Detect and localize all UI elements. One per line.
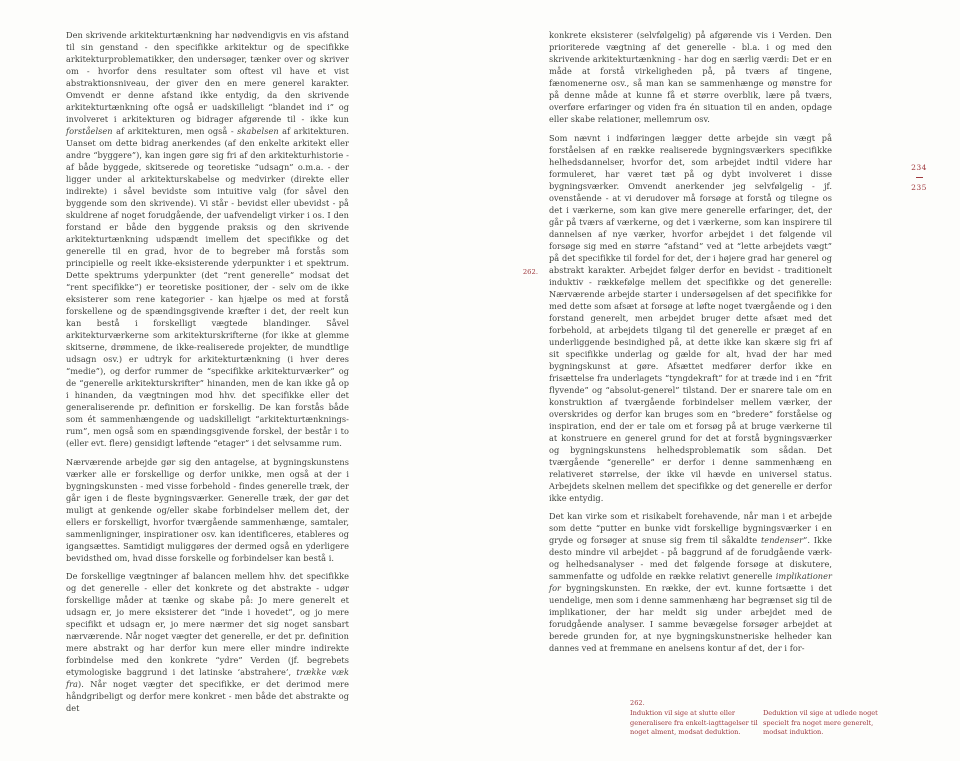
- text-segment: Det kan virke som et risikabelt forehavende, når man i et arbejde som dette “putter en bunke vidt forskellige bygningsværker i en gryde og forsøger at snuse sig frem til såkaldte: [549, 511, 832, 545]
- text-segment: ”. Ikke desto mindre vil arbejdet - på baggrund af de forudgående værk- og helhedsanalyser - med det følgende forsøge at diskutere, sammenfatte og udfolde en række relativt generelle: [549, 535, 832, 581]
- paragraph: [66, 570, 349, 714]
- margin-note-number: 262.: [522, 268, 538, 276]
- text-segment: konkrete eksisterer (selvfølgelig) på afgørende vis i Verden. Den prioriterede vægtning af det generelle - bl.a. i og med den skrivende arkitekturtænkning - har dog en særlig værdi: Det er en måde at forstå virkeligheden på, på tværs af tingene, fænomenerne osv., så man kan se sammenhænge og mønstre for på denne måde at kunne få et større overblik, lære på tværs, overføre erfaringer og viden fra én situation til en anden, opdage eller skabe relationer, mellemrum osv.: [549, 30, 832, 124]
- paragraph: [549, 29, 832, 125]
- right-page-text-column: [549, 29, 832, 654]
- folio-page-numbers: [904, 162, 934, 193]
- page-number-left: 234: [911, 163, 927, 172]
- text-segment: ). Når noget vægter det specifikke, er det derimod mere håndgribeligt og derfor mere konkret - men både det abstrakte og det: [66, 679, 349, 713]
- paragraph: [66, 456, 349, 564]
- left-page-text-column: [66, 29, 349, 714]
- italic-text-segment: forståelsen: [66, 126, 113, 136]
- footnote-deduktion: [763, 709, 883, 738]
- footnote-number: 262.: [630, 699, 645, 707]
- italic-text-segment: tendenser: [760, 535, 804, 545]
- text-segment: Som nævnt i indføringen lægger dette arbejde sin vægt på forståelsen af en række realiserede bygningsværkers specifikke helhedsdannelser, hvorfor det, som arbejdet indtil videre har formuleret, har været tæt på og dybt involveret i disse bygningsværker. Omvendt anerkender jeg selvfølgelig - jf. ovenstående - at vi derudover må forsøge at forstå og tilegne os det i værkerne, som kan give mere generelle erfaringer, det, der går på tværs af værkerne, og det i værkerne, som kan inspirere til dannelsen af nye værker, hvorfor arbejdet i det følgende vil forsøge sig med en større “afstand” ved at “lette arbejdets vægt” på det specifikke til fordel for det, der i højere grad har generel og abstrakt karakter. Arbejdet følger derfor en bevidst - traditionelt induktiv - rækkefølge mellem det specifikke og det generelle: Nærværende arbejde starter i undersøgelsen af det specifikke for med dette som afsæt at forsøge at løfte noget tværgående og i den forstand generelt, men arbejdet bruger dette afsæt med det forbehold, at arbejdets tilgang til det generelle er præget af en underliggende besindighed på, at dette ikke kan skære sig fri af sit specifikke underlag og gælde for alt, hvad der har med bygningskunst at gøre. Afsættet medfører derfor ikke en frisættelse fra underlagets “tyngdekraft” for at træde ind i en “frit flyvende” og “absolut-generel” tilstand. Der er snarere tale om en konstruktion af tværgående forbindelser mellem værker, der overskrides og derfor kan bruges som en “bredere” forståelse og inspiration, end der er tale om et forsøg på at bruge værkerne til at konstruere en generel grund for det at forstå bygningsværker og bygningskunstens helhedsproblematik som sådan. Det tværgående “generelle” er derfor i denne sammenhæng en relativeret størrelse, der ikke vil hævde en universel status. Arbejdets skelnen mellem det specifikke og det generelle er derfor ikke entydig.: [549, 132, 832, 503]
- text-segment: af arkitekturen. Uanset om dette bidrag anerkendes (af den enkelte arkitekt eller andre “byggere”), kan ingen gøre sig fri af den arkitekturhistorie - af både byggede, skitserede og teoretiske “udsagn” o.m.a. - der ligger under al arkitekturskabelse og medvirker (direkte eller indirekte) i såvel bevidste som intuitive valg (for såvel den byggende som den skrivende). Vi står - bevidst eller ubevidst - på skuldrene af noget forudgående, der uafvendeligt virker i os. I den forstand er både den byggende praksis og den skrivende arkitekturtænkning udspændt imellem det specifikke og det generelle til en grad, hvor de to begreber må forstås som principielle og reelt ikke-eksisterende yderpunkter i et spektrum. Dette spektrums yderpunkter (det “rent generelle” modsat det “rent specifikke”) er teoretiske positioner, der - selv om de ikke eksisterer som rene kategorier - kan hjælpe os med at forstå forskellene og de spændingsgivende kræfter i det, der reelt kun kan bestå i forskelligt vægtede blandinger. Såvel arkitekturværkerne som arkitekturskrifterne (for ikke at glemme skitserne, drømmene, de ikke-realiserede projekter, de mundtlige udsagn osv.) er udtryk for arkitekturtænkning (i hver deres “medie”), og derfor rummer de “specifikke arkitekturværker” og de “generelle arkitekturskrifter” hinanden, men de kan ikke gå op i hinanden, da vægtningen mod hhv. det specifikke eller det generaliserende pr. definition er forskellig. De kan forstås både som ét sammenhængende og uadskilleligt “arkitekturtænknings-rum”, men også som en spændingsgivende forskel, der består i to (eller evt. flere) gensidigt løftende “etager” i det selvsamme rum.: [66, 126, 349, 448]
- text-segment: Den skrivende arkitekturtænkning har nødvendigvis en vis afstand til sin genstand - den specifikke arkitektur og de specifikke arkitekturproblematikker, den undersøger, tænker over og skriver om - hvorfor dens resultater som oftest vil have et vist abstraktionsniveau, der giver den en mere generel karakter. Omvendt er denne afstand ikke entydig, da den skrivende arkitekturtænkning ofte også er uadskilleligt “blandet ind i” og involveret i arkitekturen og bidrager afgørende til - ikke kun: [66, 30, 349, 124]
- text-segment: Nærværende arbejde gør sig den antagelse, at bygningskunstens værker alle er forskellige og derfor unikke, men også at der i bygningskunsten - med visse forbehold - findes generelle træk, der går igen i de fleste bygningsværker. Generelle træk, der gør det muligt at genkende og/eller skabe forbindelser mellem det, der ellers er forskelligt, hvorfor tværgående sammenhænge, samtaler, sammenligninger, inspirationer osv. kan identificeres, etableres og igangsættes. Samtidigt muliggøres der dermed også en yderligere bevidsthed om, hvad disse forskelle og forbindelser kan bestå i.: [66, 456, 349, 563]
- footnote-induktion: [630, 699, 758, 738]
- paragraph: [549, 510, 832, 654]
- paragraph: [549, 132, 832, 504]
- footnote-text-deduktion: Deduktion vil sige at udlede noget specielt fra noget mere generelt, modsat induktion.: [763, 708, 878, 737]
- text-segment: De forskellige vægtninger af balancen mellem hhv. det specifikke og det generelle - eller det konkrete og det abstrakte - udgør forskellige måder at tænke og skabe på: Jo mere generelt et udsagn er, jo mere eksisterer det “inde i hovedet”, og jo mere specifikt et udsagn er, jo mere nærmer det sig noget sansbart nærværende. Når noget vægter det generelle, er det pr. definition mere abstrakt og har derfor kun mere eller mindre indirekte forbindelse med den konkrete “ydre” Verden (jf. begrebets etymologiske baggrund i det latinske ‘abstrahere’,: [66, 571, 349, 677]
- footnote-text-induktion: Induktion vil sige at slutte eller generalisere fra enkelt-iagttagelser til noget alment, modsat deduktion.: [630, 708, 758, 737]
- page-number-right: 235: [911, 182, 927, 192]
- italic-text-segment: skabelsen: [237, 126, 279, 136]
- folio-divider-rule: [916, 177, 923, 178]
- text-segment: af arkitekturen, men også -: [112, 126, 238, 136]
- italic-text-segment: trække væk fra: [66, 667, 349, 689]
- text-segment: bygningskunsten. En række, der evt. kunne fortsætte i det uendelige, men som i denne sammenhæng har begrænset sig til de implikationer, der har meldt sig under arbejdet med de forudgående analyser. I samme bevægelse forsøger arbejdet at berede grunden for, at nye bygningskunstneriske helheder kan dannes ved at fremmane en anelsens kontur af det, der i for-: [549, 583, 832, 653]
- paragraph: [66, 29, 349, 449]
- italic-text-segment: implikationer for: [549, 571, 832, 593]
